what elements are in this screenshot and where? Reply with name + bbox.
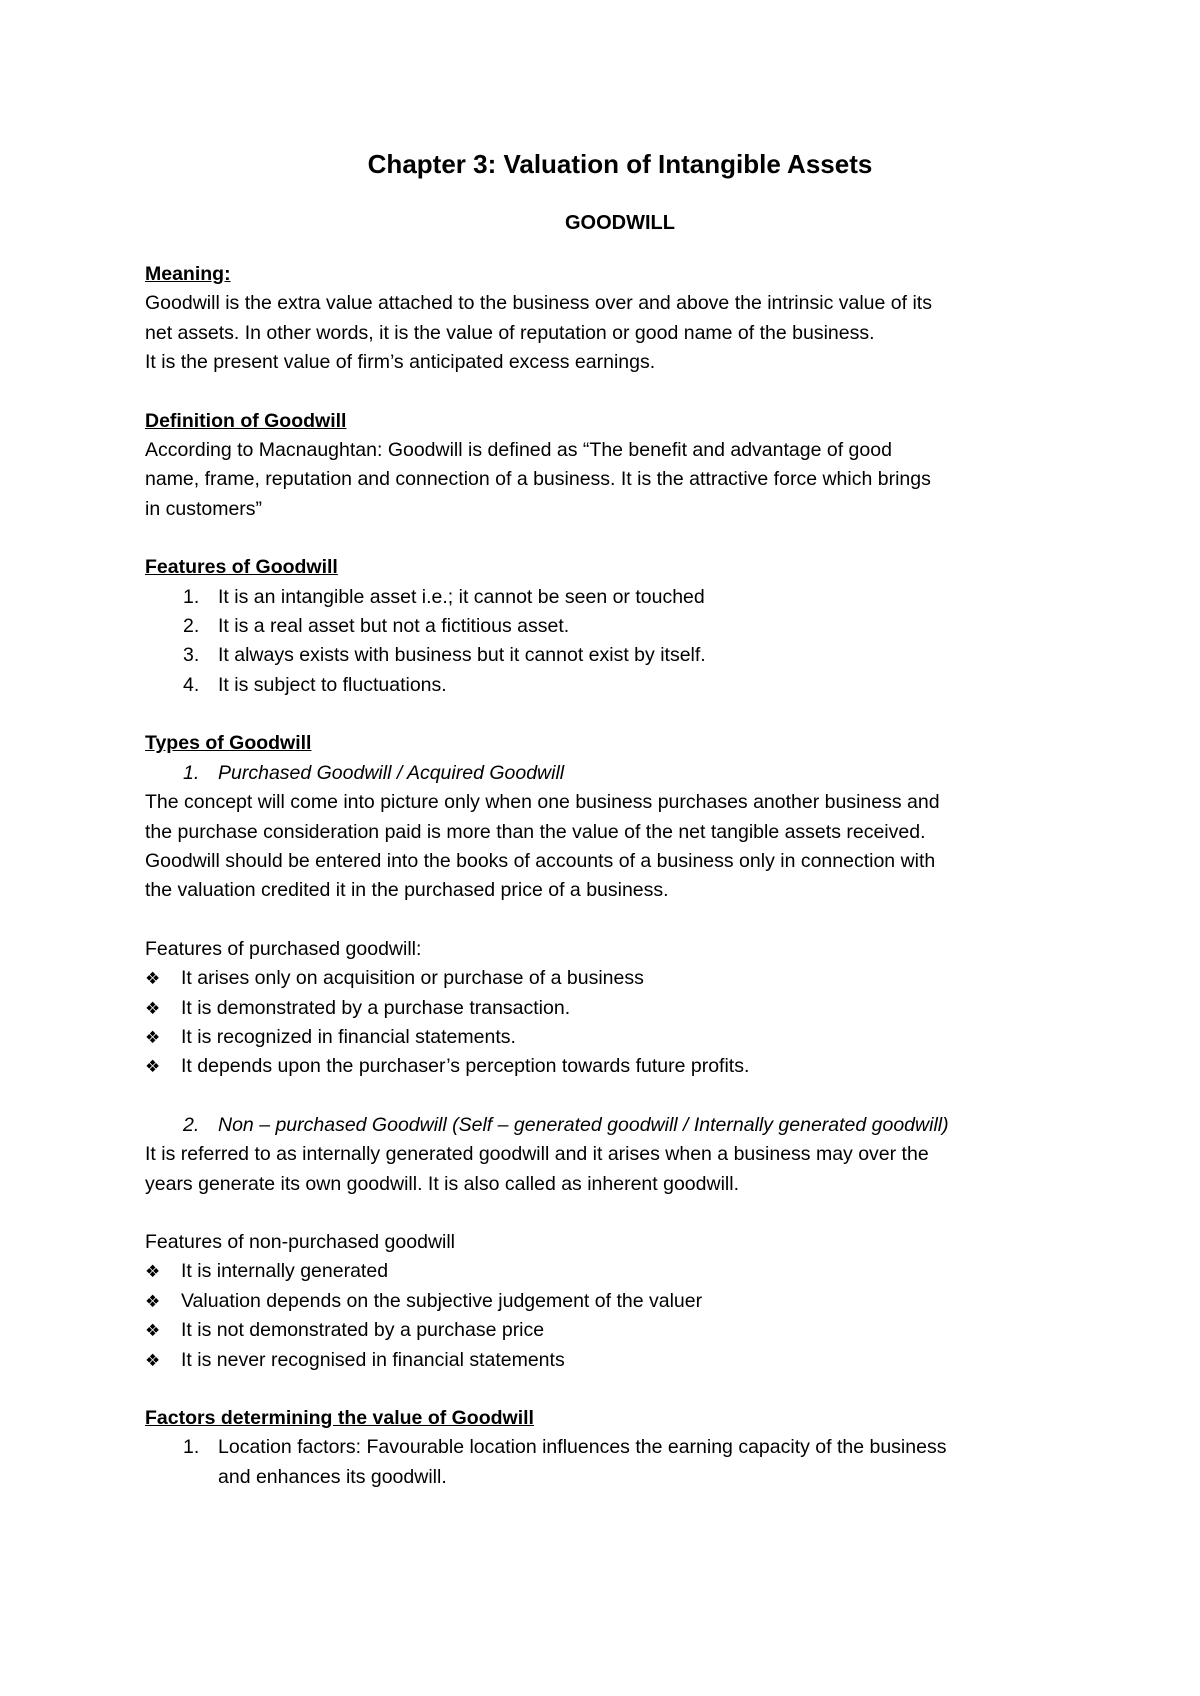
purchased-features-label: Features of purchased goodwill: <box>145 937 422 960</box>
non-purchased-line: It is referred to as internally generated goodwill and it arises when a business may over the <box>145 1143 929 1166</box>
types-list-purchased <box>145 759 1075 788</box>
page-title: Chapter 3: Valuation of Intangible Assets <box>367 149 873 179</box>
features-list <box>145 583 1075 701</box>
list-item <box>145 1316 1075 1345</box>
list-number: 1. <box>183 761 200 784</box>
list-item-text: Valuation depends on the subjective judgement of the valuer <box>181 1289 703 1312</box>
purchased-line: the purchase consideration paid is more than the value of the net tangible assets received. <box>145 820 926 843</box>
type-title-purchased: Purchased Goodwill / Acquired Goodwill <box>218 761 565 784</box>
list-item-text: It depends upon the purchaser’s perception towards future profits. <box>181 1055 750 1078</box>
list-item-text: It is an intangible asset i.e.; it cannot be seen or touched <box>218 585 705 608</box>
non-purchased-features-label: Features of non-purchased goodwill <box>145 1230 456 1253</box>
document-content <box>145 146 1075 1492</box>
non-purchased-features-list <box>145 1257 1075 1375</box>
list-item-text: It is never recognised in financial statements <box>181 1348 565 1371</box>
list-item-text: It is not demonstrated by a purchase price <box>181 1319 545 1342</box>
list-number: 1. <box>183 585 200 608</box>
heading-features: Features of Goodwill <box>145 556 338 579</box>
list-item-text: Location factors: Favourable location influences the earning capacity of the business <box>218 1436 947 1459</box>
diamond-bullet-icon: ❖ <box>145 1321 161 1341</box>
list-item-text: It is recognized in financial statements. <box>181 1025 516 1048</box>
diamond-bullet-icon: ❖ <box>145 969 161 989</box>
list-item <box>145 1111 1075 1140</box>
definition-line: According to Macnaughtan: Goodwill is defined as “The benefit and advantage of good <box>145 439 892 462</box>
list-item <box>145 1287 1075 1316</box>
heading-meaning: Meaning: <box>145 263 231 285</box>
list-item <box>145 759 1075 788</box>
definition-line: name, frame, reputation and connection of a business. It is the attractive force which brings <box>145 468 931 491</box>
diamond-bullet-icon: ❖ <box>145 1057 161 1077</box>
list-number: 1. <box>183 1436 200 1459</box>
diamond-bullet-icon: ❖ <box>145 1350 161 1370</box>
list-number: 2. <box>183 615 200 638</box>
list-item-text: It arises only on acquisition or purchase of a business <box>181 967 644 990</box>
definition-line: in customers” <box>145 497 263 520</box>
meaning-line: It is the present value of firm’s anticipated excess earnings. <box>145 351 656 374</box>
list-item-text: It is a real asset but not a fictitious asset. <box>218 615 570 638</box>
list-item <box>145 641 1075 670</box>
list-item <box>145 994 1075 1023</box>
purchased-line: Goodwill should be entered into the books of accounts of a business only in connection with <box>145 849 936 872</box>
list-item-text: It always exists with business but it cannot exist by itself. <box>218 644 706 667</box>
list-item-text: It is subject to fluctuations. <box>218 673 447 696</box>
list-item <box>145 583 1075 612</box>
list-item <box>145 1023 1075 1052</box>
list-item-text: It is internally generated <box>181 1260 389 1283</box>
heading-factors: Factors determining the value of Goodwill <box>145 1407 534 1429</box>
heading-definition: Definition of Goodwill <box>145 409 347 432</box>
type-title-non-purchased: Non – purchased Goodwill (Self – generated goodwill / Internally generated goodwill) <box>218 1113 949 1136</box>
list-item-text: It is demonstrated by a purchase transaction. <box>181 996 571 1019</box>
list-item <box>145 1257 1075 1286</box>
list-item <box>145 1052 1075 1081</box>
list-number: 2. <box>183 1113 200 1136</box>
list-item <box>145 612 1075 641</box>
diamond-bullet-icon: ❖ <box>145 1027 161 1047</box>
list-number: 3. <box>183 644 200 667</box>
diamond-bullet-icon: ❖ <box>145 1291 161 1311</box>
list-item <box>145 1433 1075 1492</box>
diamond-bullet-icon: ❖ <box>145 1262 161 1282</box>
meaning-line: net assets. In other words, it is the value of reputation or good name of the business. <box>145 321 875 344</box>
non-purchased-line: years generate its own goodwill. It is also called as inherent goodwill. <box>145 1172 739 1195</box>
list-number: 4. <box>183 673 200 696</box>
types-list-non-purchased <box>145 1111 1075 1140</box>
meaning-line: Goodwill is the extra value attached to the business over and above the intrinsic value of its <box>145 292 932 315</box>
diamond-bullet-icon: ❖ <box>145 998 161 1018</box>
purchased-line: The concept will come into picture only when one business purchases another business and <box>145 791 940 814</box>
list-item <box>145 671 1075 700</box>
heading-types: Types of Goodwill <box>145 732 312 755</box>
section-title-goodwill: GOODWILL <box>565 212 675 234</box>
list-item <box>145 964 1075 993</box>
purchased-features-list <box>145 964 1075 1082</box>
list-item-text: and enhances its goodwill. <box>218 1465 447 1488</box>
list-item <box>145 1346 1075 1375</box>
purchased-line: the valuation credited it in the purchased price of a business. <box>145 879 669 902</box>
factors-list <box>145 1433 1075 1492</box>
